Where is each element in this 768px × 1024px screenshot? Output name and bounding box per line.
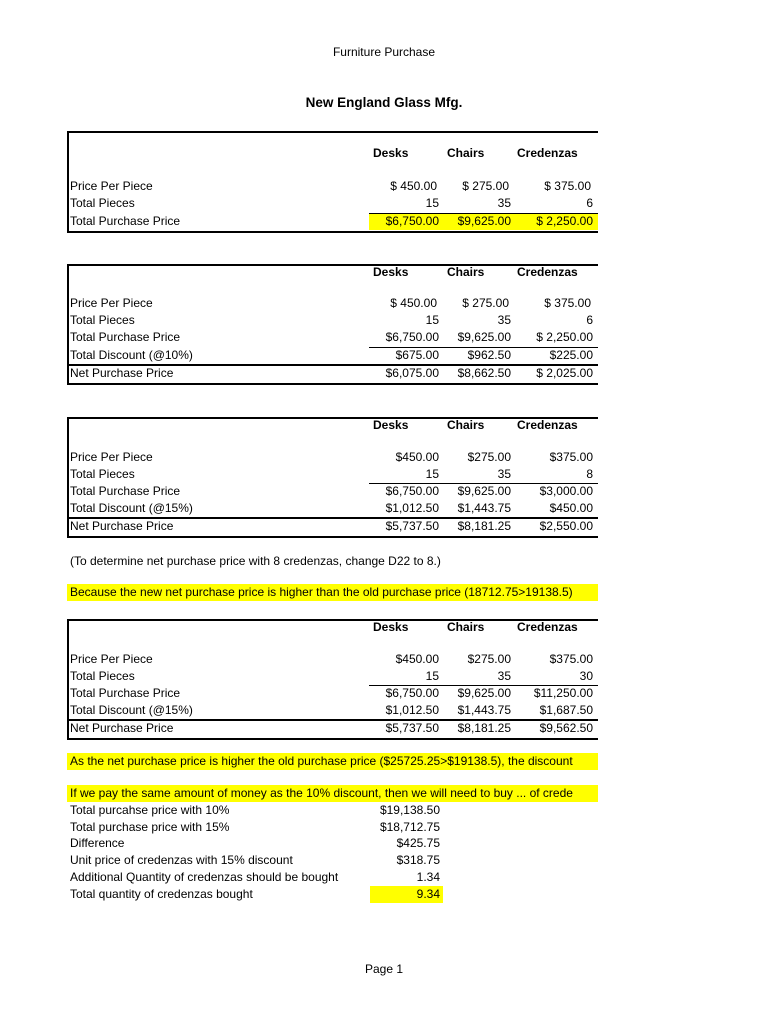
table-header xyxy=(67,264,598,281)
cell-desks: $5,737.50 xyxy=(385,519,439,533)
table-row xyxy=(67,518,598,535)
cell-chairs: $9,625.00 xyxy=(457,686,511,700)
cell-desks: $1,012.50 xyxy=(385,501,439,515)
cell-desks: $ 450.00 xyxy=(390,179,437,193)
cell-chairs: $1,443.75 xyxy=(457,501,511,515)
table-4 xyxy=(67,619,598,740)
row-label: Total Purchase Price xyxy=(70,686,181,700)
row-label: Net Purchase Price xyxy=(70,366,174,380)
highlight-note-2-text: As the net purchase price is higher the old purchase price ($25725.25>$19138.5), the discount xyxy=(70,754,573,768)
cell-credenzas: $375.00 xyxy=(549,652,593,666)
table-3 xyxy=(67,417,598,538)
cell-credenzas: 8 xyxy=(586,467,593,481)
cell-desks: $450.00 xyxy=(395,450,439,464)
cell-chairs: $8,662.50 xyxy=(457,366,511,380)
header-credenzas: Credenzas xyxy=(517,418,578,432)
row-label: Net Purchase Price xyxy=(70,721,174,735)
header-desks: Desks xyxy=(373,265,409,279)
table-row xyxy=(67,295,598,312)
cell-desks: 15 xyxy=(425,467,439,481)
cell-chairs: $1,443.75 xyxy=(457,703,511,717)
header-chairs: Chairs xyxy=(447,418,485,432)
row-label: Total Discount (@15%) xyxy=(70,501,193,515)
cell-chairs: 35 xyxy=(497,313,511,327)
cell-desks: $ 450.00 xyxy=(390,296,437,310)
cell-chairs: $8,181.25 xyxy=(457,721,511,735)
cell-credenzas: $11,250.00 xyxy=(533,686,593,700)
company-title: New England Glass Mfg. xyxy=(305,95,463,110)
row-label: Total Purchase Price xyxy=(70,214,181,228)
row-label: Total Pieces xyxy=(70,196,135,210)
cell-credenzas: $450.00 xyxy=(549,501,593,515)
cell-desks: $5,737.50 xyxy=(385,721,439,735)
header-credenzas: Credenzas xyxy=(517,620,578,634)
row-label: Total Pieces xyxy=(70,669,135,683)
cell-chairs: $9,625.00 xyxy=(457,330,511,344)
cell-desks: 15 xyxy=(425,669,439,683)
header-chairs: Chairs xyxy=(447,620,485,634)
table-row xyxy=(67,365,598,382)
table-header xyxy=(67,417,598,434)
highlight-note-1-text: Because the new net purchase price is higher than the old purchase price (18712.75>19138.5) xyxy=(70,585,573,599)
table-header xyxy=(67,619,598,636)
cell-desks: 15 xyxy=(425,313,439,327)
table-row xyxy=(67,668,598,685)
cell-desks: $6,750.00 xyxy=(385,330,439,344)
cell-desks: $6,750.00 xyxy=(385,686,439,700)
cell-chairs: $275.00 xyxy=(467,450,511,464)
row-label: Total Purchase Price xyxy=(70,330,181,344)
summary-row xyxy=(67,819,447,836)
cell-chairs: $ 275.00 xyxy=(462,179,509,193)
cell-credenzas: $2,550.00 xyxy=(539,519,593,533)
table-row xyxy=(67,347,598,364)
summary-label: Unit price of credenzas with 15% discount xyxy=(70,853,293,867)
row-label: Price Per Piece xyxy=(70,450,153,464)
cell-chairs: 35 xyxy=(497,196,511,210)
cell-chairs: $275.00 xyxy=(467,652,511,666)
cell-credenzas: 6 xyxy=(586,313,593,327)
cell-credenzas: 6 xyxy=(586,196,593,210)
summary-label: Additional Quantity of credenzas should be bought xyxy=(70,870,339,884)
summary-value: 1.34 xyxy=(416,870,440,884)
cell-credenzas: $ 2,025.00 xyxy=(536,366,593,380)
table-row xyxy=(67,195,598,212)
cell-credenzas: 30 xyxy=(579,669,593,683)
cell-credenzas: $ 2,250.00 xyxy=(536,330,593,344)
page-number: Page 1 xyxy=(364,962,404,976)
row-label: Total Discount (@10%) xyxy=(70,348,193,362)
table-2 xyxy=(67,264,598,385)
row-label: Total Discount (@15%) xyxy=(70,703,193,717)
cell-chairs: 35 xyxy=(497,467,511,481)
table-1 xyxy=(67,131,598,233)
cell-chairs: $9,625.00 xyxy=(457,214,511,228)
cell-desks: 15 xyxy=(425,196,439,210)
cell-credenzas: $ 2,250.00 xyxy=(536,214,593,228)
table-row xyxy=(67,466,598,483)
summary-row xyxy=(67,886,447,903)
cell-chairs: $8,181.25 xyxy=(457,519,511,533)
header-chairs: Chairs xyxy=(447,265,485,279)
row-label: Total Pieces xyxy=(70,467,135,481)
table-row xyxy=(67,329,598,346)
cell-credenzas: $225.00 xyxy=(549,348,593,362)
cell-credenzas: $9,562.50 xyxy=(539,721,593,735)
header-desks: Desks xyxy=(373,418,409,432)
summary-row xyxy=(67,802,447,819)
table-row xyxy=(67,685,598,702)
table-row xyxy=(67,213,598,230)
cell-desks: $6,075.00 xyxy=(385,366,439,380)
cell-chairs: 35 xyxy=(497,669,511,683)
cell-desks: $6,750.00 xyxy=(385,214,439,228)
row-label: Price Per Piece xyxy=(70,296,153,310)
summary-label: Total purchase price with 15% xyxy=(70,820,230,834)
cell-chairs: $ 275.00 xyxy=(462,296,509,310)
cell-credenzas: $ 375.00 xyxy=(544,296,591,310)
table-row xyxy=(67,178,598,195)
header-credenzas: Credenzas xyxy=(517,146,578,160)
table-row xyxy=(67,312,598,329)
cell-credenzas: $3,000.00 xyxy=(539,484,593,498)
cell-desks: $1,012.50 xyxy=(385,703,439,717)
cell-credenzas: $ 375.00 xyxy=(544,179,591,193)
cell-chairs: $962.50 xyxy=(467,348,511,362)
header-desks: Desks xyxy=(373,146,409,160)
summary-label: Total quantity of credenzas bought xyxy=(70,887,253,901)
summary-row xyxy=(67,869,447,886)
table-row xyxy=(67,720,598,737)
cell-chairs: $9,625.00 xyxy=(457,484,511,498)
summary-row xyxy=(67,835,447,852)
row-label: Price Per Piece xyxy=(70,652,153,666)
header-credenzas: Credenzas xyxy=(517,265,578,279)
row-label: Price Per Piece xyxy=(70,179,153,193)
table-row xyxy=(67,449,598,466)
note-credenzas: (To determine net purchase price with 8 credenzas, change D22 to 8.) xyxy=(70,554,441,568)
table-row xyxy=(67,651,598,668)
summary-label: Difference xyxy=(70,836,125,850)
cell-desks: $450.00 xyxy=(395,652,439,666)
highlight-note-3-text: If we pay the same amount of money as the 10% discount, then we will need to buy ... of crede xyxy=(70,786,573,800)
table-row xyxy=(67,500,598,517)
cell-credenzas: $375.00 xyxy=(549,450,593,464)
row-label: Total Purchase Price xyxy=(70,484,181,498)
cell-desks: $675.00 xyxy=(395,348,439,362)
page-header: Furniture Purchase xyxy=(332,45,436,59)
highlight-note-2 xyxy=(67,753,598,770)
summary-value: $425.75 xyxy=(396,836,440,850)
table-row xyxy=(67,702,598,719)
summary-value: 9.34 xyxy=(416,887,440,901)
summary-value: $18,712.75 xyxy=(379,820,440,834)
table-row xyxy=(67,483,598,500)
cell-credenzas: $1,687.50 xyxy=(539,703,593,717)
header-chairs: Chairs xyxy=(447,146,485,160)
header-desks: Desks xyxy=(373,620,409,634)
table-header xyxy=(67,145,598,162)
summary-value: $19,138.50 xyxy=(379,803,440,817)
summary-value: $318.75 xyxy=(396,853,440,867)
row-label: Net Purchase Price xyxy=(70,519,174,533)
summary-label: Total purcahse price with 10% xyxy=(70,803,230,817)
summary-row xyxy=(67,852,447,869)
row-label: Total Pieces xyxy=(70,313,135,327)
highlight-note-3 xyxy=(67,785,598,802)
cell-desks: $6,750.00 xyxy=(385,484,439,498)
highlight-note-1 xyxy=(67,584,598,601)
